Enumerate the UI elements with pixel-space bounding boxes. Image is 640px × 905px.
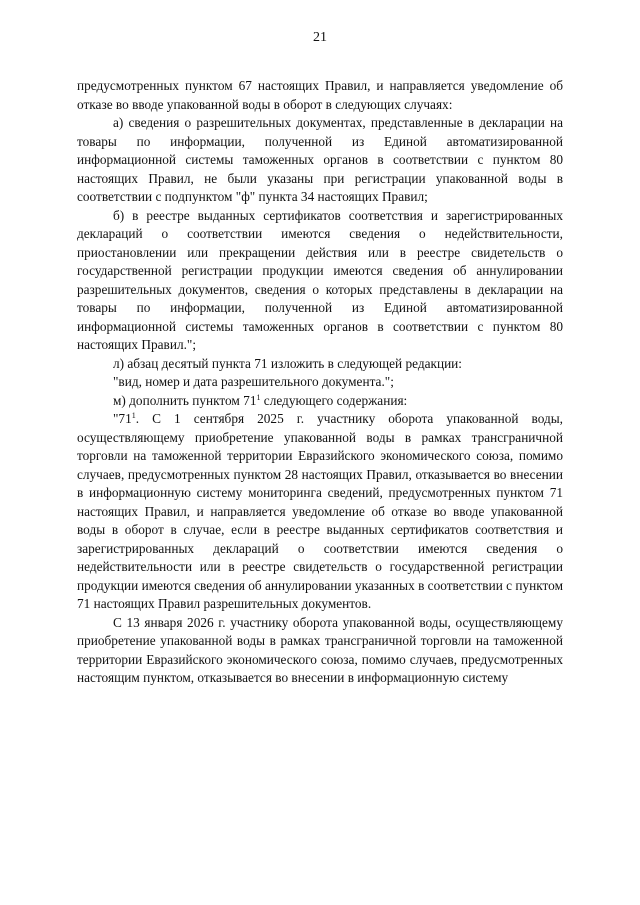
paragraph-item-l: л) абзац десятый пункта 71 изложить в следующей редакции: — [113, 355, 462, 371]
text-segment: . С 1 сентября 2025 г. участнику оборота упакованной воды, осуществляющему приобретение упакованной воды в рамках трансграничной торговли на таможенной территории Евразийского экономического союза, помимо случаев, предусмотренных пунктом 28 настоящих Правил, отказывается во внесении в информационную систему мониторинга сведений, предусмотренных пунктом 71 настоящих Правил, и направляется уведомление об отказе во вводе упакованной воды в оборот в случае, если в реестре выданных сертификатов соответствия и зарегистрированных деклараций о соответствии имеются сведения о недействительности или в реестре свидетельств о государственной регистрации продукции имеются сведения об аннулировании указанных в соответствии с пунктом 71 настоящих Правил разрешительных документов. — [77, 411, 563, 611]
page-number: 21 — [313, 30, 327, 45]
paragraph-intro: предусмотренных пунктом 67 настоящих Правил, и направляется уведомление об отказе во вводе упакованной воды в оборот в следующих случаях: — [77, 78, 563, 112]
paragraph-point-71-1 — [77, 410, 563, 614]
superscript: 1 — [256, 392, 261, 402]
paragraph-item-m — [77, 392, 563, 411]
paragraph-quoted-text: "вид, номер и дата разрешительного документа."; — [113, 374, 394, 389]
text-segment: м) дополнить пунктом 71 — [113, 392, 257, 408]
text-segment: "71 — [113, 411, 132, 426]
document-body — [77, 77, 563, 688]
text-segment: следующего содержания: — [260, 392, 408, 408]
paragraph-item-b: б) в реестре выданных сертификатов соответствия и зарегистрированных деклараций о соответствии имеются сведения о недействительности, приостановлении или прекращении действия или в реестре свидетельств о государственной регистрации продукции имеются сведения об аннулировании разрешительных документов, сведения о которых представлены в декларации на товары по информации, полученной из Единой автоматизированной информационной системы таможенных органов в соответствии с пунктом 80 настоящих Правил."; — [77, 207, 563, 352]
paragraph-item-a: а) сведения о разрешительных документах, представленные в декларации на товары по информации, полученной из Единой автоматизированной информационной системы таможенных органов в соответствии с пунктом 80 настоящих Правил, не были указаны при регистрации упакованной воды в соответствии с подпунктом "ф" пункта 34 настоящих Правил; — [77, 115, 563, 204]
superscript: 1 — [131, 411, 136, 420]
paragraph-january-2026: С 13 января 2026 г. участнику оборота упакованной воды, осуществляющему приобретение упакованной воды в рамках трансграничной торговли на таможенной территории Евразийского экономического союза, помимо случаев, предусмотренных настоящим пунктом, отказывается во внесении в информационную систему — [77, 614, 563, 685]
